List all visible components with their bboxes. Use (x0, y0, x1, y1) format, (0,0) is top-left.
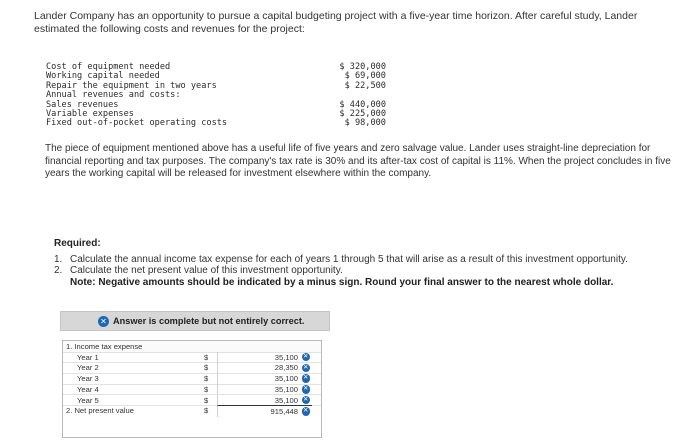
description-text: The piece of equipment mentioned above has a useful life of five years and zero salvage value. Lander uses straight-line depreciation for financial reporting and tax purposes. The company's tax rate is 30% and its after-tax cost of capital is 11%. When the project concludes in five years the working capital will be released for investment elsewhere within the company. (45, 143, 671, 179)
intro-text: Lander Company has an opportunity to pursue a capital budgeting project with a five-year time horizon. After careful study, Lander estimated the following costs and revenues for the project: (34, 10, 638, 35)
incorrect-icon: ✕ (303, 352, 309, 360)
table-row (63, 405, 321, 416)
required-heading: Required: (54, 238, 101, 249)
cost-label: Sales revenues (46, 99, 119, 110)
currency-symbol: $ (204, 384, 209, 394)
currency-symbol: $ (204, 374, 209, 384)
answer-value: 28,350 (274, 363, 298, 373)
cost-label: Working capital needed (46, 71, 160, 82)
answer-input[interactable] (217, 362, 312, 373)
cost-amount: $ 225,000 (339, 108, 386, 119)
npv-input[interactable] (217, 405, 312, 417)
answer-status-banner (60, 311, 330, 331)
required-item (54, 265, 674, 276)
answer-value: 35,100 (274, 395, 298, 405)
required-list (54, 254, 674, 288)
row-label: Year 2 (77, 363, 99, 373)
cost-list (46, 63, 386, 129)
row-label: Year 5 (77, 395, 99, 405)
incorrect-icon: ✕ (303, 363, 309, 371)
answer-table (62, 340, 322, 438)
currency-symbol: $ (204, 395, 209, 405)
incorrect-icon: ✕ (303, 374, 309, 382)
cost-amount: $ 69,000 (344, 71, 386, 82)
answer-input[interactable] (217, 395, 312, 406)
row-label: Year 3 (77, 374, 99, 384)
cost-label: Fixed out-of-pocket operating costs (46, 118, 228, 129)
cost-label: Repair the equipment in two years (46, 80, 217, 91)
currency-symbol: $ (204, 352, 209, 362)
x-circle-icon: ✕ (98, 316, 109, 327)
required-item-text: Calculate the annual income tax expense for each of years 1 through 5 that will arise as a result of this investment opportunity. (70, 254, 628, 265)
answer-input[interactable] (217, 352, 312, 363)
answer-value: 35,100 (274, 384, 298, 394)
required-item (54, 254, 674, 265)
answer-value: 35,100 (274, 374, 298, 384)
answer-input[interactable] (217, 384, 312, 395)
currency-symbol: $ (204, 363, 209, 373)
incorrect-icon: ✕ (303, 395, 309, 403)
incorrect-icon: ✕ (303, 407, 309, 415)
incorrect-icon: ✕ (303, 385, 309, 393)
required-item-number: 2. (54, 265, 63, 277)
cost-amount: $ 440,000 (339, 99, 386, 110)
cost-label: Variable expenses (46, 108, 134, 119)
required-note: Note: Negative amounts should be indicated by a minus sign. Round your final answer to the nearest whole dollar. (70, 276, 614, 288)
row-label: Year 4 (77, 384, 99, 394)
answer-value: 915,448 (270, 407, 298, 417)
required-item-text: Calculate the net present value of this investment opportunity. (70, 265, 343, 277)
cost-amount: $ 320,000 (339, 62, 386, 72)
row-label: 2. Net present value (66, 406, 134, 416)
answer-status-text: Answer is complete but not entirely correct. (113, 316, 305, 326)
section-label: 1. Income tax expense (66, 342, 143, 351)
cost-amount: $ 22,500 (344, 80, 386, 91)
required-item-number: 1. (54, 254, 63, 265)
cost-label: Cost of equipment needed (46, 62, 171, 72)
row-label: Year 1 (77, 352, 99, 362)
cost-row (46, 119, 386, 128)
answer-value: 35,100 (274, 352, 298, 362)
currency-symbol: $ (204, 406, 209, 416)
cost-label: Annual revenues and costs: (46, 90, 181, 101)
answer-input[interactable] (217, 373, 312, 384)
cost-amount: $ 98,000 (344, 118, 386, 129)
